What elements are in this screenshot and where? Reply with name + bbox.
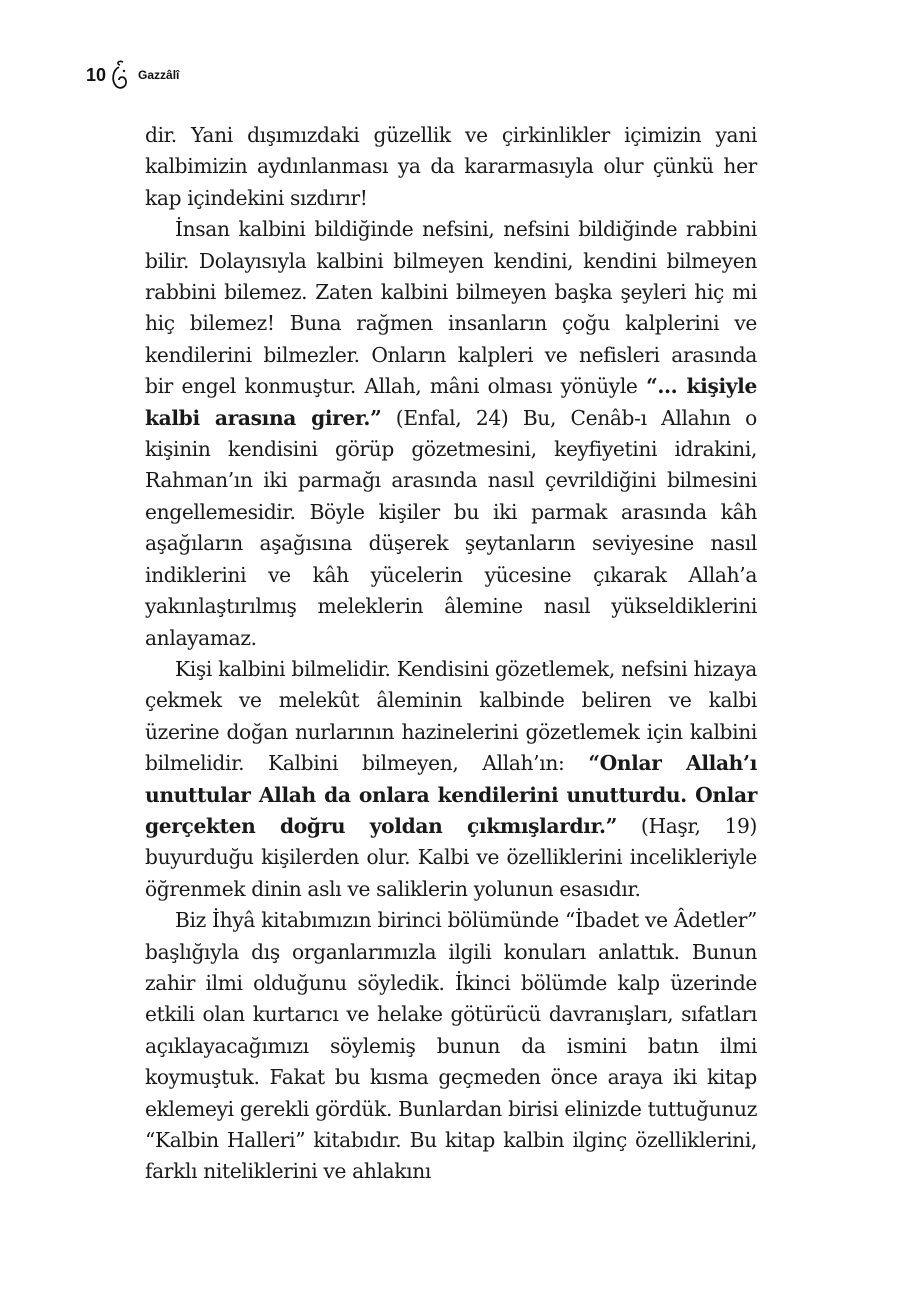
text-run: dir. Yani dışımızdaki güzellik ve çirkinlikler içimizin yani kalbimizin aydınlanması ya da kararmasıyla olur çünkü her kap içindekini sızdırır!	[145, 123, 757, 210]
running-header	[86, 55, 179, 95]
quoted-verse: “... kişiyle kalbi arasına girer.”	[145, 374, 757, 430]
text-run: Kişi kalbini bilmelidir. Kendisini gözetlemek, nefsini hizaya çekmek ve melekût âleminin kalbinde beliren ve kalbi üzerine doğan nurlarının hazinelerini gözetlemek için kalbini bilmelidir. Kalbini bilmeyen, Allah’ın:	[145, 656, 757, 776]
paragraph	[145, 120, 757, 214]
quoted-verse: “Onlar Allah’ı unuttular Allah da onlara kendilerini unutturdu. Onlar gerçekten doğru yoldan çıkmışlardır.”	[145, 751, 758, 838]
page-number: 10	[86, 64, 107, 85]
paragraph	[145, 654, 757, 905]
text-run: Biz İhyâ kitabımızın birinci bölümünde “İbadet ve Âdetler” başlığıyla dış organlarımızla ilgili konuları anlattık. Bunun zahir ilmi olduğunu söyledik. İkinci bölümde kalp üzerinde etkili olan kurtarıcı ve helake götürücü davranışları, sıfatları açıklayacağımızı söylemiş bunun da ismini batın ilmi koymuştuk. Fakat bu kısma geçmeden önce araya iki kitap eklemeyi gerekli gördük. Bunlardan birisi elinizde tuttuğunuz “Kalbin Halleri” kitabıdır. Bu kitap kalbin ilginç özelliklerini, farklı niteliklerini ve ahlakını	[145, 908, 757, 1184]
text-run: (Haşr, 19) buyurduğu kişilerden olur. Kalbi ve özelliklerini incelikleriyle öğrenmek dinin aslı ve saliklerin yolunun esasıdır.	[145, 813, 757, 901]
body-text	[145, 120, 757, 1188]
text-run: (Enfal, 24) Bu, Cenâb-ı Allahın o kişinin kendisini görüp gözetmesini, keyfiyetini idrakini, Rahman’ın iki parmağı arasında nasıl çevrildiğini bilmesini engellemesidir. Böyle kişiler bu iki parmak arasında kâh aşağıların aşağısına düşerek şeytanların seviyesine nasıl indiklerini ve kâh yücelerin yücesine çıkarak Allah’a yakınlaştırılmış meleklerin âlemine nasıl yükseldiklerini anlayamaz.	[145, 405, 757, 650]
calligraphy-logo-icon	[110, 58, 132, 92]
author-name: Gazzâlî	[138, 68, 180, 82]
paragraph	[145, 214, 757, 654]
paragraph	[145, 905, 757, 1188]
text-run: İnsan kalbini bildiğinde nefsini, nefsini bildiğinde rabbini bilir. Dolayısıyla kalbini bilmeyen kendini, kendini bilmeyen rabbini bilemez. Zaten kalbini bilmeyen başka şeyleri hiç mi hiç bilemez! Buna rağmen insanların çoğu kalplerini ve kendilerini bilmezler. Onların kalpleri ve nefisleri arasında bir engel konmuştur. Allah, mâni olması yönüyle	[145, 217, 757, 399]
